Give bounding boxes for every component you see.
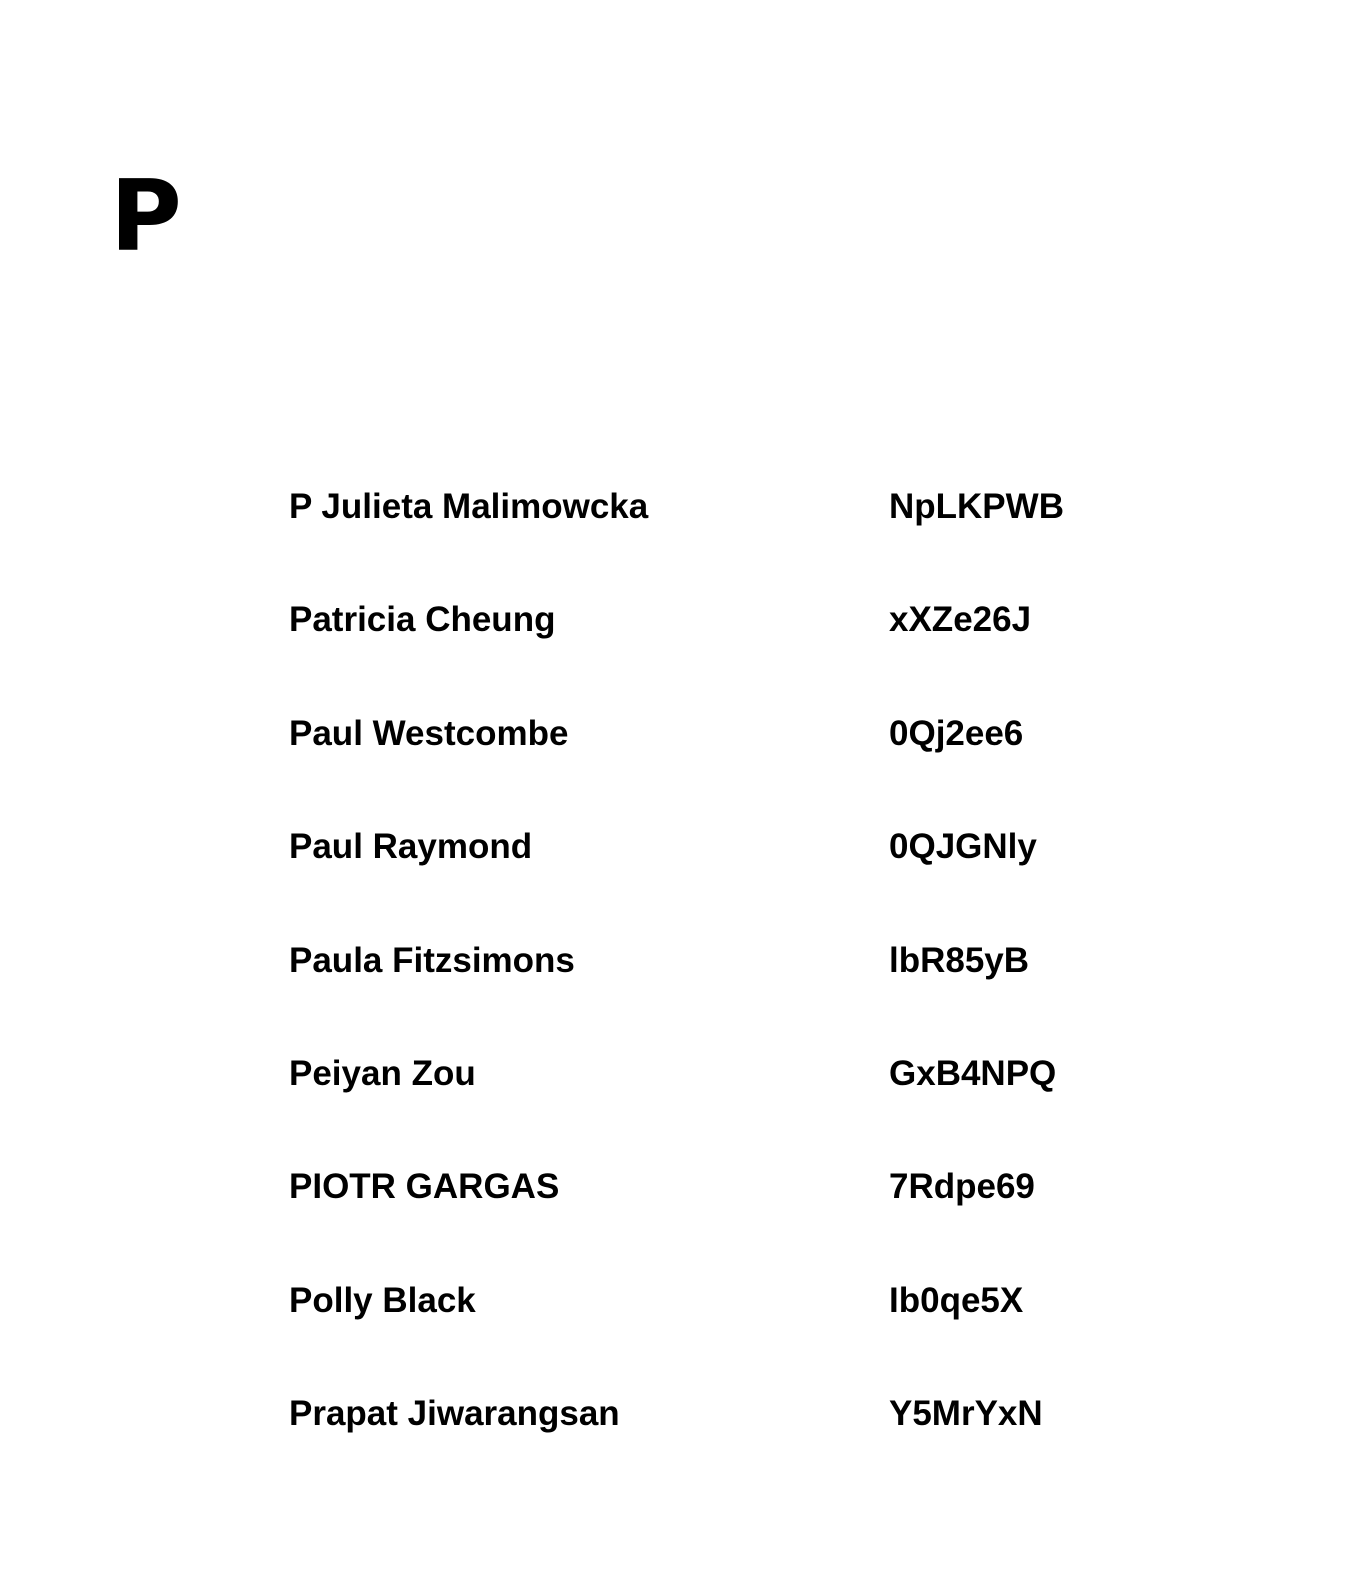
entry-code: 7Rdpe69 [889, 1167, 1035, 1207]
list-item [289, 1389, 1289, 1502]
section-letter-heading: P [110, 160, 182, 274]
entry-code: GxB4NPQ [889, 1053, 1057, 1093]
entry-code: 0Qj2ee6 [889, 713, 1024, 753]
list-item [289, 709, 1289, 822]
list-item [289, 822, 1289, 935]
entry-code: Y5MrYxN [889, 1394, 1043, 1434]
list-item [289, 1162, 1289, 1275]
entry-name: Prapat Jiwarangsan [289, 1394, 620, 1434]
entry-code: Ib0qe5X [889, 1280, 1024, 1320]
list-item [289, 1276, 1289, 1389]
entry-name: Polly Black [289, 1280, 476, 1320]
entry-code: xXZe26J [889, 600, 1032, 640]
entry-name: Peiyan Zou [289, 1053, 476, 1093]
entry-name: PIOTR GARGAS [289, 1167, 560, 1207]
entry-name: Paula Fitzsimons [289, 940, 575, 980]
entry-code: lbR85yB [889, 940, 1030, 980]
list-item [289, 1049, 1289, 1162]
name-code-list [289, 482, 1289, 1503]
list-item [289, 936, 1289, 1049]
entry-name: Paul Raymond [289, 827, 533, 867]
entry-name: P Julieta Malimowcka [289, 487, 649, 526]
list-item [289, 482, 1289, 595]
entry-code: NpLKPWB [889, 487, 1064, 526]
list-item [289, 595, 1289, 708]
entry-name: Paul Westcombe [289, 713, 569, 753]
entry-name: Patricia Cheung [289, 600, 556, 640]
entry-code: 0QJGNly [889, 827, 1037, 867]
